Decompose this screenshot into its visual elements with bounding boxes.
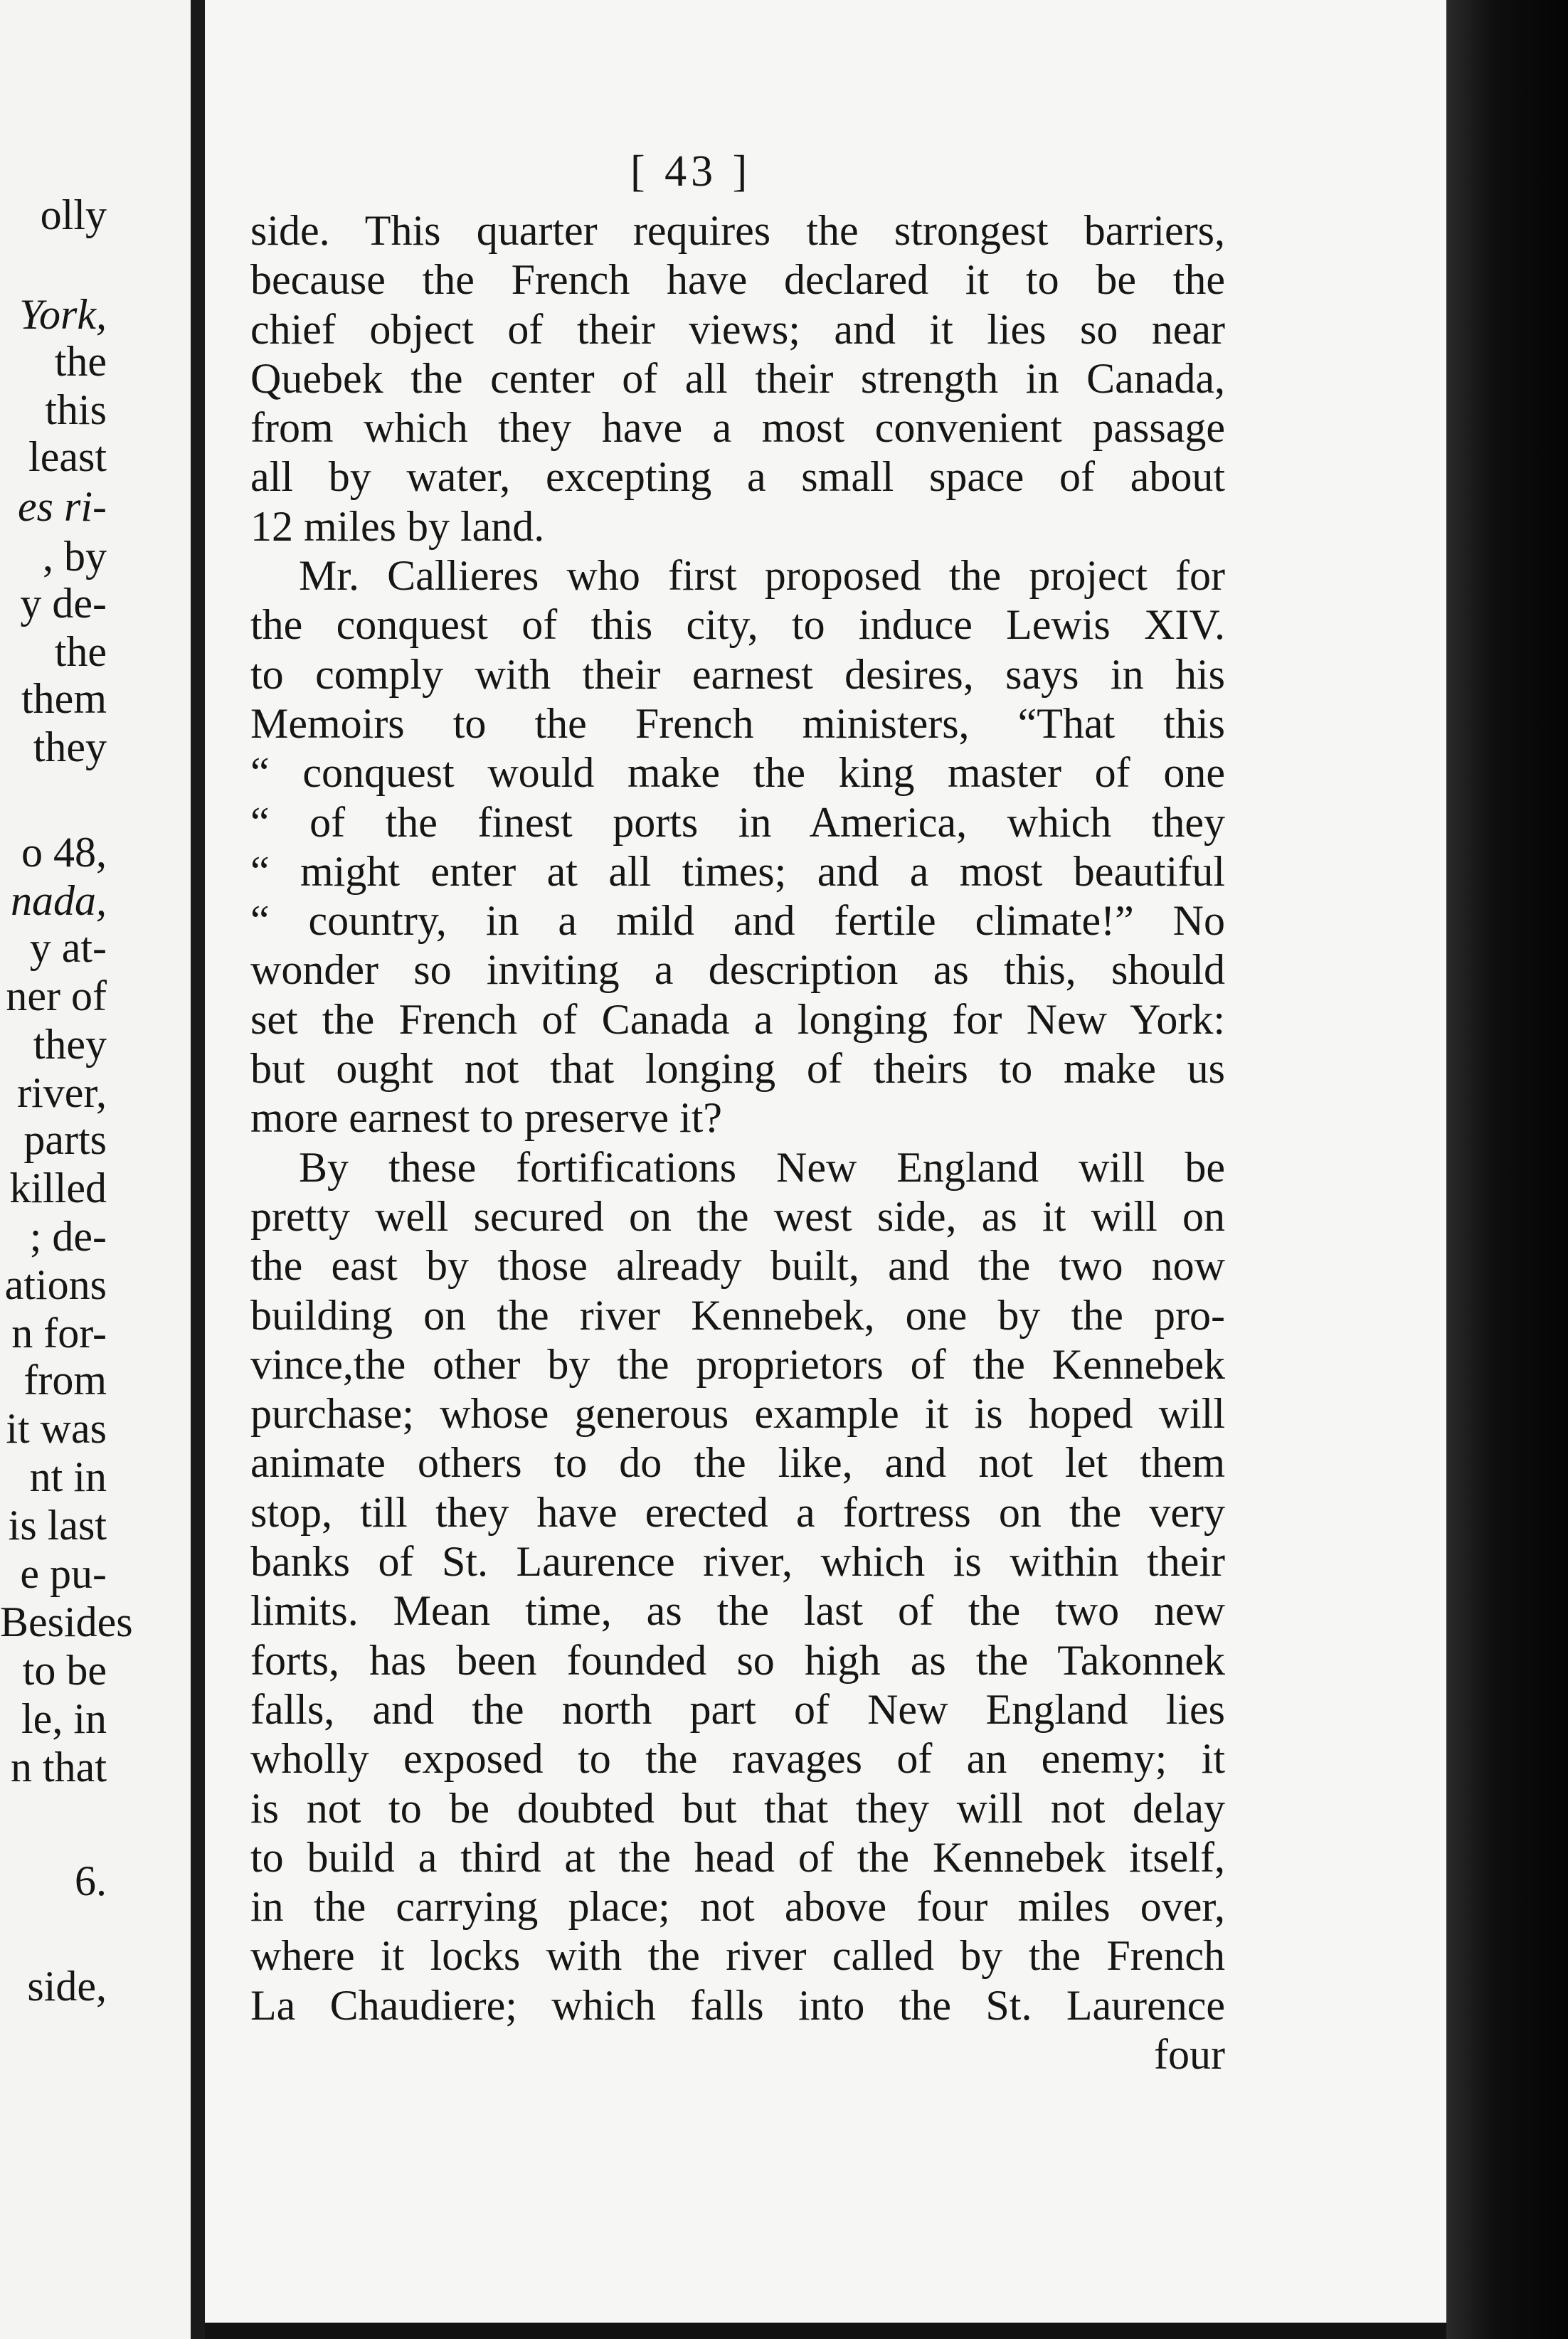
facing-page-text: this (45, 386, 107, 433)
text-line: 12 miles by land. (250, 502, 545, 550)
text-line: to comply with their earnest desires, says in his (250, 650, 1225, 698)
facing-page-text: ; de- (29, 1213, 107, 1260)
book-gutter (191, 0, 205, 2339)
facing-page-text: n for- (11, 1310, 107, 1357)
facing-page-fragment (0, 0, 191, 2339)
text-line: chief object of their views; and it lies so near (250, 305, 1225, 353)
text-line: the east by those already built, and the two now (250, 1242, 1225, 1290)
facing-page-text: they (33, 723, 107, 770)
text-line: purchase; whose generous example it is hoped will (250, 1390, 1225, 1438)
facing-page-text: them (21, 675, 107, 722)
text-line: because the French have declared it to be the (250, 256, 1225, 304)
text-line: but ought not that longing of theirs to make us (250, 1045, 1225, 1093)
text-line: set the French of Canada a longing for New York: (250, 995, 1225, 1043)
facing-page-text: to be (22, 1647, 107, 1694)
text-line: wonder so inviting a description as this, should (250, 946, 1225, 994)
facing-page-text: the (54, 338, 107, 385)
text-line: By these fortifications New England will be (299, 1143, 1225, 1191)
text-line: in the carrying place; not above four miles over, (250, 1883, 1225, 1931)
facing-page-text: side, (27, 1963, 107, 2010)
text-line: wholly exposed to the ravages of an enemy; it (250, 1735, 1225, 1783)
facing-page-text: ner of (6, 972, 107, 1019)
text-line: building on the river Kennebek, one by the pro- (250, 1291, 1225, 1339)
facing-page-text: n that (11, 1744, 107, 1791)
facing-page-text: y de- (20, 580, 107, 627)
facing-page-text: nada, (11, 877, 107, 924)
facing-page-text: parts (23, 1116, 107, 1163)
facing-page-text: it was (6, 1405, 107, 1452)
facing-page-text: the (54, 628, 107, 675)
facing-page-text: es ri- (18, 483, 107, 530)
facing-page-text: least (28, 433, 107, 480)
facing-page-text: y at- (29, 924, 107, 971)
text-line: side. This quarter requires the strongest barriers, (250, 207, 1225, 254)
text-line: to build a third at the head of the Kennebek itself, (250, 1833, 1225, 1881)
text-line: “ of the finest ports in America, which they (250, 798, 1225, 846)
text-line: La Chaudiere; which falls into the St. Laurence (250, 1981, 1225, 2029)
text-line: all by water, excepting a small space of about (250, 453, 1225, 501)
facing-page-text: e pu- (20, 1550, 107, 1597)
facing-page-text: nt in (29, 1453, 107, 1500)
facing-page-text: they (33, 1021, 107, 1068)
text-line: stop, till they have erected a fortress on the very (250, 1488, 1225, 1536)
facing-page-text: 6. (75, 1857, 107, 1904)
text-line: is not to be doubted but that they will not delay (250, 1784, 1225, 1832)
text-line: from which they have a most convenient passage (250, 404, 1225, 452)
facing-page-text: is last (8, 1502, 107, 1549)
book-page (205, 0, 1446, 2323)
facing-page-text: York, (19, 291, 107, 338)
page-number: [ 43 ] (630, 147, 752, 196)
facing-page-text: , by (43, 533, 107, 580)
body-text (250, 206, 1225, 2079)
text-line: falls, and the north part of New England lies (250, 1685, 1225, 1733)
facing-page-text: killed (9, 1165, 107, 1211)
facing-page-text: olly (40, 191, 107, 238)
facing-page-text: o 48, (21, 829, 107, 876)
facing-page-text: le, in (21, 1695, 107, 1742)
text-line: Memoirs to the French ministers, “That this (250, 699, 1225, 747)
facing-page-text: river, (17, 1069, 107, 1116)
catchword: four (1154, 2030, 1225, 2078)
facing-page-text: from (23, 1357, 107, 1404)
facing-page-text: ations (4, 1261, 107, 1308)
text-line: Mr. Callieres who first proposed the project for (299, 552, 1225, 600)
text-line: “ conquest would make the king master of one (250, 749, 1225, 797)
text-line: the conquest of this city, to induce Lewis XIV. (250, 601, 1225, 649)
text-line: more earnest to preserve it? (250, 1094, 723, 1142)
text-line: Quebek the center of all their strength in Canada, (250, 354, 1225, 402)
text-line: limits. Mean time, as the last of the two new (250, 1587, 1225, 1635)
text-line: “ might enter at all times; and a most beautiful (250, 847, 1225, 895)
text-line: “ country, in a mild and fertile climate!” No (250, 897, 1225, 945)
text-line: where it locks with the river called by the French (250, 1932, 1225, 1980)
facing-page-text: Besides (0, 1598, 133, 1645)
text-line: animate others to do the like, and not let them (250, 1439, 1225, 1487)
text-line: pretty well secured on the west side, as it will on (250, 1192, 1225, 1240)
book-edge (1446, 0, 1568, 2339)
text-line: vince,the other by the proprietors of the Kennebek (250, 1340, 1225, 1388)
text-line: forts, has been founded so high as the Takonnek (250, 1636, 1225, 1684)
text-line: banks of St. Laurence river, which is within their (250, 1538, 1225, 1586)
